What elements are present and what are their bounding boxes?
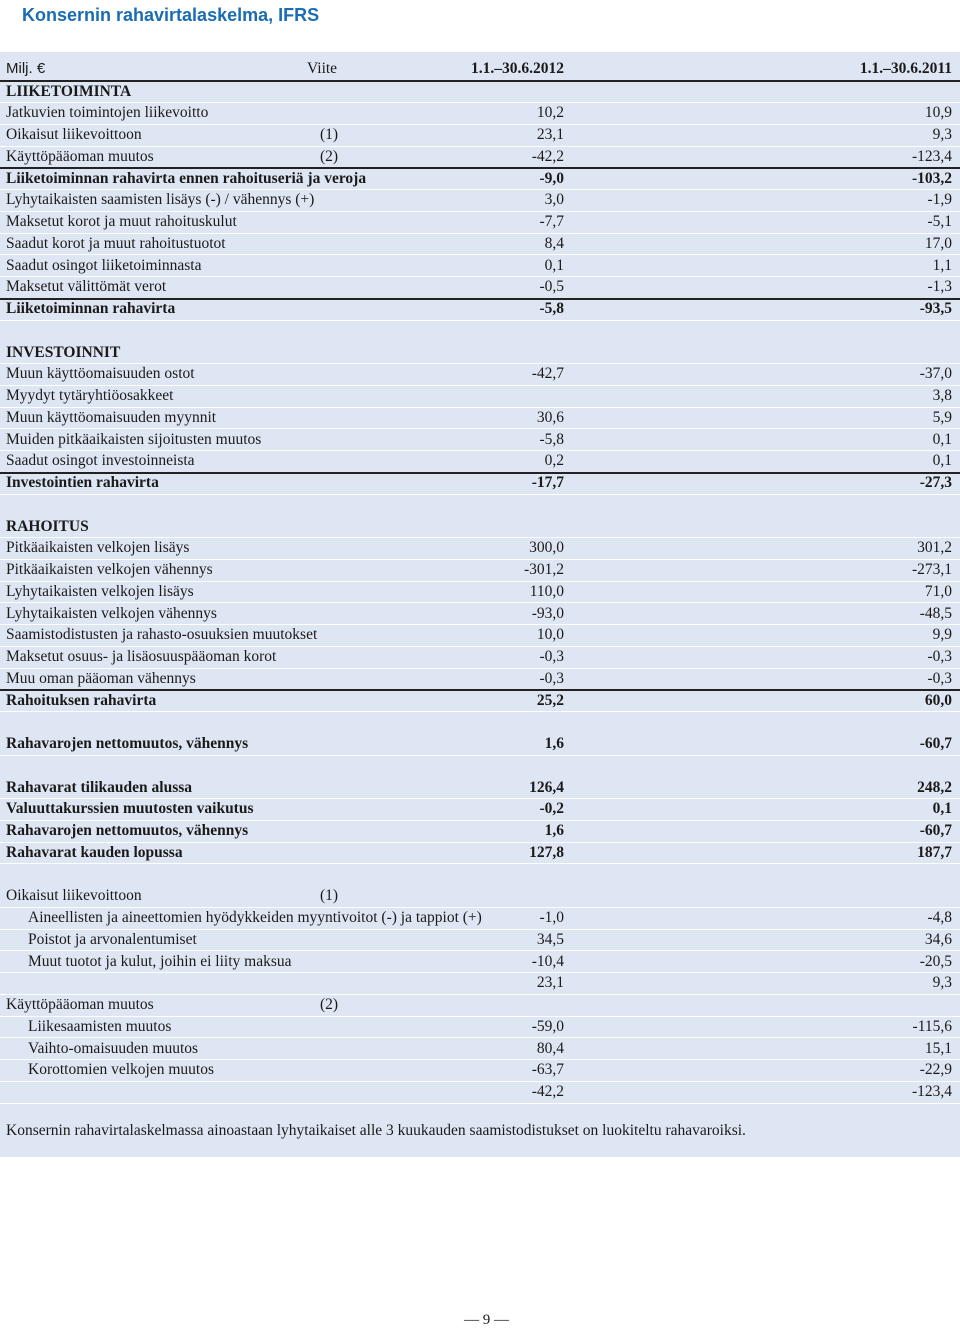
value-2012: 110,0 — [529, 582, 564, 600]
table-row — [0, 168, 960, 191]
table-row — [0, 233, 960, 256]
row-label: Saadut osingot investoinneista — [6, 452, 195, 470]
value-2011: 71,0 — [924, 582, 952, 600]
value-2011: -37,0 — [919, 365, 952, 383]
value-2011: 1,1 — [932, 256, 952, 274]
value-2011: 301,2 — [917, 539, 952, 557]
row-label: RAHOITUS — [6, 517, 89, 535]
value-2011: 5,9 — [932, 408, 952, 426]
value-2012: 8,4 — [544, 234, 564, 252]
value-2011: 9,9 — [932, 626, 952, 644]
value-2011: 9,3 — [932, 974, 952, 992]
table-row — [0, 864, 960, 886]
value-2011: -48,5 — [919, 604, 952, 622]
table-row — [0, 407, 960, 430]
value-2012: -63,7 — [531, 1061, 564, 1079]
value-2012: 34,5 — [536, 930, 564, 948]
value-2012: 300,0 — [529, 539, 564, 557]
table-row — [0, 81, 960, 104]
table-row — [0, 1081, 960, 1104]
row-label: Rahavarat kauden lopussa — [6, 843, 183, 861]
row-label: Vaihto-omaisuuden muutos — [28, 1039, 199, 1057]
row-label: Muut tuotot ja kulut, joihin ei liity maksua — [28, 952, 292, 970]
value-2011: -20,5 — [919, 952, 952, 970]
row-label: Liiketoiminnan rahavirta — [6, 300, 176, 317]
row-label: Jatkuvien toimintojen liikevoitto — [6, 104, 209, 122]
table-row — [0, 255, 960, 278]
value-2012: 0,2 — [544, 452, 564, 470]
table-row — [0, 342, 960, 365]
table-row — [0, 603, 960, 626]
table-row — [0, 951, 960, 974]
row-label: Muun käyttöomaisuuden myynnit — [6, 408, 217, 426]
value-2011: 248,2 — [917, 778, 952, 796]
value-2011: -0,3 — [927, 648, 952, 665]
table-row — [0, 885, 960, 908]
value-2011: -1,3 — [927, 278, 952, 296]
value-2012: 3,0 — [544, 191, 564, 209]
value-2012: -59,0 — [531, 1017, 564, 1035]
row-label: Aineellisten ja aineettomien hyödykkeiden myyntivoitot (-) ja tappiot (+) — [28, 909, 482, 926]
row-label: Muu oman pääoman vähennys — [6, 669, 196, 687]
value-2012: 10,0 — [536, 626, 564, 644]
header-note: Viite — [307, 60, 338, 77]
table-row — [0, 211, 960, 234]
value-2012: -5,8 — [539, 300, 564, 317]
value-2011: -123,4 — [911, 147, 952, 165]
page-number: — 9 — — [464, 1312, 509, 1328]
row-label: Oikaisut liikevoittoon — [6, 887, 142, 905]
row-label: Lyhytaikaisten saamisten lisäys (-) / vähennys (+) — [6, 191, 315, 209]
value-2011: -5,1 — [927, 213, 952, 230]
value-2012: -42,7 — [531, 365, 564, 383]
row-label: Saadut osingot liiketoiminnasta — [6, 256, 202, 274]
cash-flow-table — [0, 52, 960, 1157]
value-2011: -60,7 — [919, 735, 952, 752]
value-2011: 9,3 — [932, 126, 952, 143]
value-2012: -10,4 — [531, 952, 564, 970]
table-row — [0, 276, 960, 300]
table-row — [0, 363, 960, 386]
row-note: (1) — [320, 887, 339, 905]
value-2012: 25,2 — [536, 691, 564, 709]
value-2012: 23,1 — [536, 126, 564, 143]
footnote: Konsernin rahavirtalaskelmassa ainoastaan lyhytaikaiset alle 3 kuukauden saamistodistukset on luokiteltu rahavaroiksi. — [6, 1122, 746, 1139]
row-label: Saadut korot ja muut rahoitustuotot — [6, 234, 226, 252]
table-row — [0, 907, 960, 930]
header-period-2011: 1.1.–30.6.2011 — [859, 60, 952, 77]
value-2011: -60,7 — [919, 822, 952, 839]
row-label: Muiden pitkäaikaisten sijoitusten muutos — [6, 430, 262, 448]
header-unit: Milj. € — [6, 60, 46, 77]
value-2011: -0,3 — [927, 669, 952, 687]
table-row — [0, 1016, 960, 1039]
value-2012: -0,3 — [539, 669, 564, 687]
row-label: Pitkäaikaisten velkojen vähennys — [6, 561, 213, 578]
value-2011: -103,2 — [911, 169, 952, 187]
table-row — [0, 124, 960, 147]
row-note: (1) — [320, 126, 339, 143]
value-2011: 10,9 — [924, 104, 952, 122]
row-label: Investointien rahavirta — [6, 474, 159, 491]
value-2011: 60,0 — [924, 691, 952, 709]
row-label: Käyttöpääoman muutos — [6, 996, 154, 1013]
value-2012: 30,6 — [536, 408, 564, 426]
value-2012: -5,8 — [539, 430, 564, 448]
table-row — [0, 777, 960, 800]
table-row — [0, 472, 960, 495]
value-2011: -27,3 — [919, 474, 952, 491]
row-label: Muun käyttöomaisuuden ostot — [6, 365, 195, 383]
table-row — [0, 516, 960, 539]
value-2012: -1,0 — [539, 909, 564, 926]
table-row — [0, 624, 960, 647]
row-note: (2) — [320, 147, 339, 165]
row-label: Rahavarojen nettomuutos, vähennys — [6, 822, 249, 839]
row-label: Lyhytaikaisten velkojen vähennys — [6, 604, 217, 622]
value-2012: -17,7 — [531, 474, 564, 491]
value-2011: 0,1 — [932, 452, 952, 470]
table-row — [0, 581, 960, 604]
table-row — [0, 320, 960, 342]
table-row — [0, 385, 960, 408]
table-row — [0, 559, 960, 582]
table-row — [0, 755, 960, 777]
table-row — [0, 189, 960, 212]
table-row — [0, 820, 960, 843]
value-2011: -93,5 — [919, 300, 952, 317]
value-2012: -7,7 — [539, 213, 564, 230]
value-2012: -9,0 — [539, 169, 564, 187]
row-label: Oikaisut liikevoittoon — [6, 126, 142, 143]
table-header — [0, 58, 960, 82]
value-2011: -273,1 — [911, 561, 952, 578]
value-2011: 17,0 — [924, 234, 952, 252]
row-label: Lyhytaikaisten velkojen lisäys — [6, 582, 194, 600]
value-2011: 34,6 — [924, 930, 952, 948]
page-title: Konsernin rahavirtalaskelma, IFRS — [0, 0, 960, 30]
table-row — [0, 994, 960, 1017]
row-label: Maksetut korot ja muut rahoituskulut — [6, 213, 237, 230]
row-label: Rahavarat tilikauden alussa — [6, 778, 193, 796]
row-label: Pitkäaikaisten velkojen lisäys — [6, 539, 190, 557]
row-label: INVESTOINNIT — [6, 343, 121, 361]
value-2012: -42,2 — [531, 147, 564, 165]
value-2012: 1,6 — [544, 822, 564, 839]
table-row — [0, 668, 960, 692]
value-2011: -4,8 — [927, 909, 952, 926]
row-label: Rahavarojen nettomuutos, vähennys — [6, 735, 249, 752]
row-label: Maksetut välittömät verot — [6, 278, 167, 296]
table-row — [0, 1059, 960, 1082]
value-2011: 0,1 — [932, 430, 952, 448]
table-row — [0, 798, 960, 821]
value-2011: -22,9 — [919, 1061, 952, 1079]
value-2012: 126,4 — [529, 778, 564, 796]
value-2012: -42,2 — [531, 1083, 564, 1100]
row-label: Liikesaamisten muutos — [28, 1017, 172, 1035]
row-label: Korottomien velkojen muutos — [28, 1061, 214, 1079]
value-2012: -93,0 — [531, 604, 564, 622]
value-2011: 15,1 — [924, 1039, 952, 1057]
value-2012: -0,3 — [539, 648, 564, 665]
value-2011: -115,6 — [912, 1017, 952, 1035]
value-2011: 0,1 — [932, 800, 952, 818]
table-row — [0, 1038, 960, 1061]
value-2012: 127,8 — [529, 843, 564, 861]
value-2011: -123,4 — [911, 1083, 952, 1100]
table-row — [0, 494, 960, 516]
table-row — [0, 450, 960, 474]
table-row — [0, 429, 960, 452]
value-2012: 1,6 — [544, 735, 564, 752]
table-row — [0, 298, 960, 321]
table-row — [0, 972, 960, 995]
value-2012: -0,5 — [539, 278, 564, 296]
row-label: Saamistodistusten ja rahasto-osuuksien muutokset — [6, 626, 318, 644]
table-row — [0, 711, 960, 733]
table-row — [0, 733, 960, 756]
row-label: Poistot ja arvonalentumiset — [28, 930, 197, 948]
value-2011: 3,8 — [932, 387, 952, 404]
table-row — [0, 146, 960, 170]
row-label: Myydyt tytäryhtiöosakkeet — [6, 387, 174, 404]
row-label: Käyttöpääoman muutos — [6, 147, 154, 165]
row-label: Liiketoiminnan rahavirta ennen rahoituseriä ja veroja — [6, 169, 367, 187]
value-2012: -301,2 — [523, 561, 564, 578]
value-2012: 80,4 — [536, 1039, 564, 1057]
table-row — [0, 537, 960, 560]
row-note: (2) — [320, 996, 339, 1013]
table-row — [0, 929, 960, 952]
table-row — [0, 842, 960, 865]
value-2011: -1,9 — [927, 191, 952, 209]
value-2012: 0,1 — [544, 256, 564, 274]
value-2012: 23,1 — [536, 974, 564, 992]
header-period-2012: 1.1.–30.6.2012 — [471, 60, 564, 77]
table-row — [0, 646, 960, 669]
value-2011: 187,7 — [917, 843, 952, 861]
value-2012: -0,2 — [539, 800, 564, 818]
value-2012: 10,2 — [536, 104, 564, 122]
row-label: LIIKETOIMINTA — [6, 82, 132, 100]
row-label: Valuuttakurssien muutosten vaikutus — [6, 800, 254, 818]
table-row — [0, 102, 960, 125]
row-label: Rahoituksen rahavirta — [6, 691, 157, 709]
table-row — [0, 690, 960, 713]
row-label: Maksetut osuus- ja lisäosuuspääoman korot — [6, 648, 277, 665]
